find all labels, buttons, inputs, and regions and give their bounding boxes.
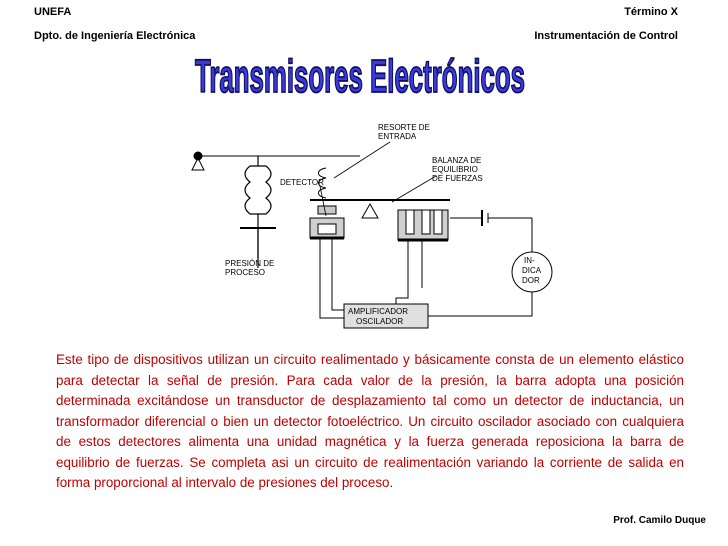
detector-core [318,206,336,214]
balance-label-2: EQUILIBRIO [432,165,478,174]
indicator-label-1: IN- [524,256,535,265]
pressure-label-1: PRESIÓN DE [225,259,275,268]
transmitter-diagram [160,118,560,336]
balance-label-3: DE FUERZAS [432,174,483,183]
slide-title [150,52,570,122]
department-name: Dpto. de Ingeniería Electrónica [34,30,196,42]
author-credit: Prof. Camilo Duque [613,515,706,526]
body-paragraph: Este tipo de dispositivos utilizan un circuito realimentado y básicamente consta de un elemento elástico para detectar la señal de presión. Para cada valor de la presión, la barra adopta una posición determinada excitándose un transductor de desplazamiento tal como un detector de inductancia, un transformador diferencial o bien un detector fotoeléctrico. Un circuito oscilador asociado con cualquiera de estos detectores alimenta una unidad magnética y la fuerza generada reposiciona la barra de equilibrio de fuerzas. Se completa asi un circuito de realimentación variando la corriente de salida en forma proporcional al intervalo de presiones del proceso. [56,352,684,490]
indicator-label-3: DOR [522,276,540,285]
force-balance-unit [398,210,448,240]
amplifier-label-2: OSCILADOR [356,317,404,326]
detector-coil [310,218,344,238]
spring-label-2: ENTRADA [378,132,417,141]
spring-label-1: RESORTE DE [378,123,430,132]
institution-name: UNEFA [34,6,72,18]
slide-title-text: Transmisores Electrónicos [195,52,525,103]
pressure-label-2: PROCESO [225,268,266,277]
amplifier-label-1: AMPLIFICADOR [348,307,409,316]
term-label: Término X [624,6,678,18]
detector-label: DETECTOR [280,178,324,187]
balance-label-1: BALANZA DE [432,156,482,165]
course-name: Instrumentación de Control [534,30,678,42]
indicator-label-2: DICA [522,266,542,275]
